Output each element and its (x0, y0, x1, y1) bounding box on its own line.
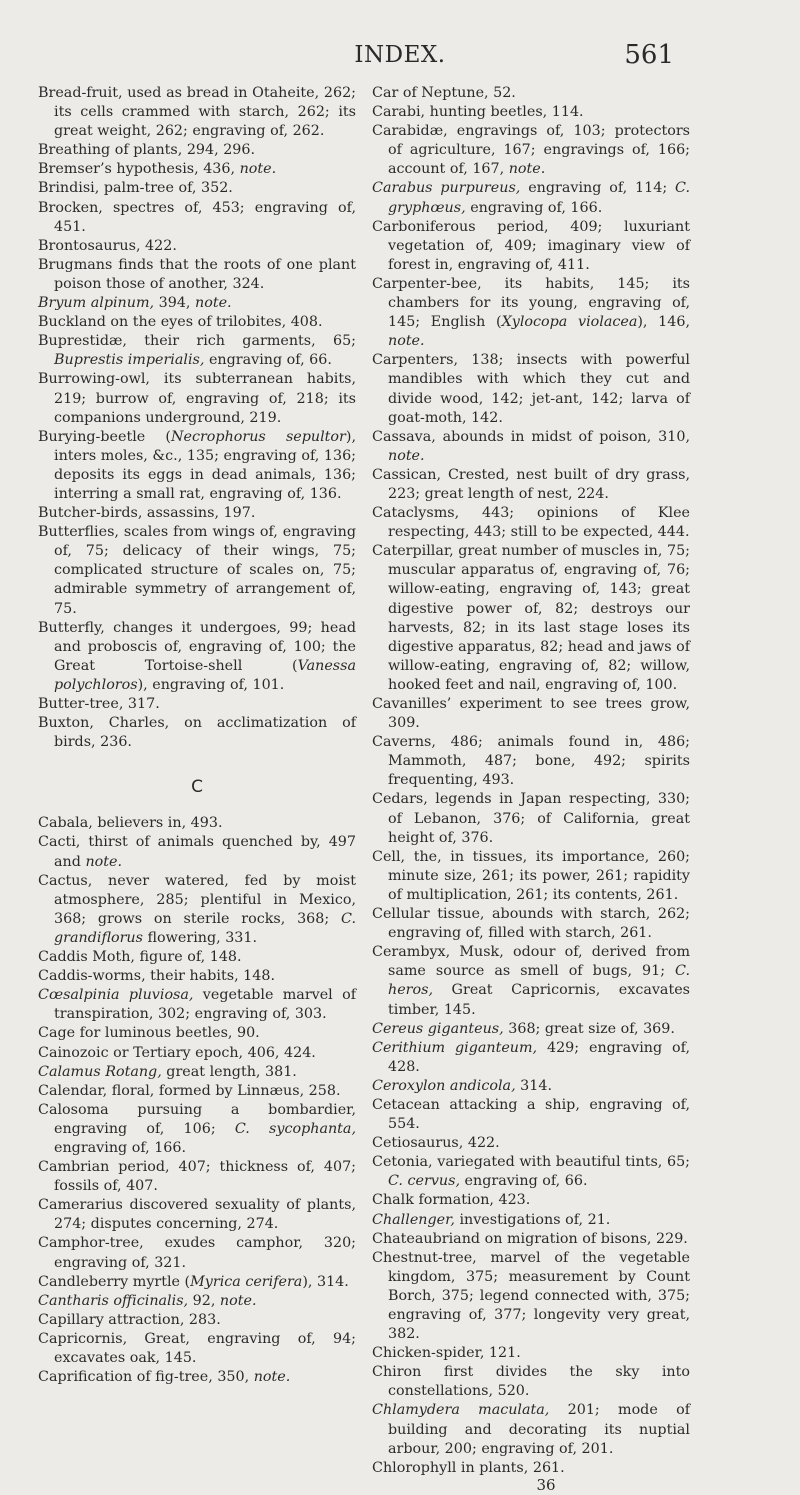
index-entry: Chlamydera maculata, 201; mode of building and decorating its nuptial arbour, 200; engraving of, 201. (372, 1402, 690, 1457)
index-entry: Butcher-birds, assassins, 197. (38, 505, 256, 522)
index-entry: Carboniferous period, 409; luxuriant vegetation of, 409; imaginary view of forest in, engraving of, 411. (372, 218, 690, 273)
index-entry: Caverns, 486; animals found in, 486; Mammoth, 487; bone, 492; spirits frequenting, 493. (372, 734, 690, 789)
index-entry: Cœsalpinia pluviosa, vegetable marvel of transpiration, 302; engraving of, 303. (38, 987, 356, 1023)
entries-c (38, 814, 356, 1387)
index-entry: Cedars, legends in Japan respecting, 330; of Lebanon, 376; of California, great height of, 376. (372, 791, 690, 846)
index-entry: Carabus purpureus, engraving of, 114; C. gryphœus, engraving of, 166. (372, 180, 690, 216)
index-entry: Cainozoic or Tertiary epoch, 406, 424. (38, 1044, 316, 1061)
index-entry: Capricornis, Great, engraving of, 94; excavates oak, 145. (38, 1330, 356, 1366)
index-entry: Brocken, spectres of, 453; engraving of, 451. (38, 199, 356, 235)
index-entry: Cassava, abounds in midst of poison, 310, note. (372, 428, 690, 464)
index-entry: Butter-tree, 317. (38, 696, 160, 712)
index-entry: Cantharis officinalis, 92, note. (38, 1292, 257, 1309)
index-entry: Candleberry myrtle (Myrica cerifera), 314. (38, 1273, 349, 1290)
index-entry: Carabi, hunting beetles, 114. (372, 104, 584, 121)
index-entry: Cassican, Crested, nest built of dry grass, 223; great length of nest, 224. (372, 466, 690, 502)
page-title: INDEX. (354, 42, 446, 68)
index-entry: Breathing of plants, 294, 296. (38, 142, 256, 159)
signature-mark: 36 (536, 1475, 556, 1494)
index-entry: Cambrian period, 407; thickness of, 407; fossils of, 407. (38, 1159, 356, 1195)
index-entry: Bremser’s hypothesis, 436, note. (38, 161, 277, 178)
index-entry: Ceroxylon andicola, 314. (372, 1077, 553, 1094)
index-entry: Chlorophyll in plants, 261. (372, 1459, 565, 1476)
index-entry: Brontosaurus, 422. (38, 237, 177, 254)
right-column (372, 84, 690, 1495)
index-entry: Caprification of fig-tree, 350, note. (38, 1369, 291, 1386)
index-entry: Calamus Rotang, great length, 381. (38, 1063, 297, 1080)
index-entry: Bread-fruit, used as bread in Otaheite, 262; its cells crammed with starch, 262; its great weight, 262; engraving of, 262. (38, 85, 356, 140)
index-entry: Brugmans finds that the roots of one plant poison those of another, 324. (38, 256, 356, 292)
entries-right (372, 84, 690, 1478)
index-entry: Burrowing-owl, its subterranean habits, 219; burrow of, engraving of, 218; its companions underground, 219. (38, 371, 356, 426)
index-entry: Butterfly, changes it undergoes, 99; head and proboscis of, engraving of, 100; the Great Tortoise-shell (Vanessa polychloros), engraving of, 101. (38, 619, 356, 693)
index-entry: Carabidæ, engravings of, 103; protectors of agriculture, 167; engravings of, 166; account of, 167, note. (372, 123, 690, 178)
index-entry: Buprestidæ, their rich garments, 65; Buprestis imperialis, engraving of, 66. (38, 333, 356, 369)
index-entry: Cell, the, in tissues, its importance, 260; minute size, 261; its power, 261; rapidity of multiplication, 261; its contents, 261. (372, 848, 690, 903)
index-entry: Cetacean attacking a ship, engraving of, 554. (372, 1096, 690, 1133)
index-entry: Butterflies, scales from wings of, engraving of, 75; delicacy of their wings, 75; complicated structure of scales on, 75; admirable symmetry of arrangement of, 75. (38, 524, 356, 617)
section-letter: C (191, 777, 203, 798)
index-entry: Cetiosaurus, 422. (372, 1135, 500, 1152)
index-entry: Brindisi, palm-tree of, 352. (38, 180, 233, 197)
entries-b (38, 84, 356, 752)
index-entry: Chicken-spider, 121. (372, 1345, 521, 1362)
index-entry: Cetonia, variegated with beautiful tints, 65; C. cervus, engraving of, 66. (372, 1154, 690, 1190)
index-entry: Cactus, never watered, fed by moist atmosphere, 285; plentiful in Mexico, 368; grows on sterile rocks, 368; C. grandiflorus flowering, 331. (38, 872, 356, 946)
index-entry: Camerarius discovered sexuality of plants, 274; disputes concerning, 274. (38, 1197, 356, 1233)
index-entry: Chestnut-tree, marvel of the vegetable kingdom, 375; measurement by Count Borch, 375; legend connected with, 375; engraving of, 377; longevity very great, 382. (372, 1249, 690, 1343)
page-header (0, 40, 800, 80)
index-entry: Challenger, investigations of, 21. (372, 1211, 611, 1228)
index-entry: Caterpillar, great number of muscles in, 75; muscular apparatus of, engraving of, 76; willow-eating, engraving of, 143; great digestive power of, 82; destroys our harvests, 82; in its last stage loses its digestive apparatus, 82; head and jaws of willow-eating, engraving of, 82; willow, hooked feet and nail, engraving of, 100. (372, 543, 691, 693)
index-entry: Buxton, Charles, on acclimatization of birds, 236. (38, 715, 356, 751)
index-entry: Cacti, thirst of animals quenched by, 497 and note. (38, 834, 356, 870)
index-entry: Chalk formation, 423. (372, 1192, 531, 1209)
index-entry: Cavanilles’ experiment to see trees grow, 309. (372, 696, 690, 732)
index-entry: Camphor-tree, exudes camphor, 320; engraving of, 321. (38, 1235, 356, 1271)
index-entry: Burying-beetle (Necrophorus sepultor), inters moles, &c., 135; engraving of, 136; deposits its eggs in dead animals, 136; interring a small rat, engraving of, 136. (38, 428, 356, 502)
index-entry: Buckland on the eyes of trilobites, 408. (38, 314, 323, 331)
left-column (38, 84, 356, 1387)
index-entry: Carpenters, 138; insects with powerful mandibles with which they cut and divide wood, 142; jet-ant, 142; larva of goat-moth, 142. (372, 352, 690, 426)
index-entry: Capillary attraction, 283. (38, 1311, 221, 1328)
index-entry: Caddis-worms, their habits, 148. (38, 968, 275, 985)
index-entry: Cage for luminous beetles, 90. (38, 1025, 260, 1042)
index-entry: Chateaubriand on migration of bisons, 229. (372, 1230, 688, 1247)
index-entry: Chiron first divides the sky into constellations, 520. (372, 1364, 690, 1400)
index-entry: Cerithium giganteum, 429; engraving of, 428. (372, 1039, 690, 1075)
index-entry: Cellular tissue, abounds with starch, 262; engraving of, filled with starch, 261. (372, 906, 690, 942)
index-entry: Cabala, believers in, 493. (38, 815, 223, 832)
index-entry: Calendar, floral, formed by Linnæus, 258. (38, 1082, 341, 1099)
page-number: 561 (624, 40, 674, 70)
index-entry: Bryum alpinum, 394, note. (38, 295, 232, 312)
index-entry: Calosoma pursuing a bombardier, engraving of, 106; C. sycophanta, engraving of, 166. (38, 1101, 356, 1156)
index-entry: Car of Neptune, 52. (372, 85, 516, 101)
index-entry: Cerambyx, Musk, odour of, derived from same source as smell of bugs, 91; C. heros, Great Capricornis, excavates timber, 145. (372, 944, 690, 1018)
index-entry: Cereus giganteus, 368; great size of, 369. (372, 1020, 675, 1037)
index-entry: Caddis Moth, figure of, 148. (38, 949, 242, 966)
index-entry: Carpenter-bee, its habits, 145; its chambers for its young, engraving of, 145; English (Xylocopa violacea), 146, note. (372, 275, 691, 350)
index-entry: Cataclysms, 443; opinions of Klee respecting, 443; still to be expected, 444. (372, 505, 690, 541)
